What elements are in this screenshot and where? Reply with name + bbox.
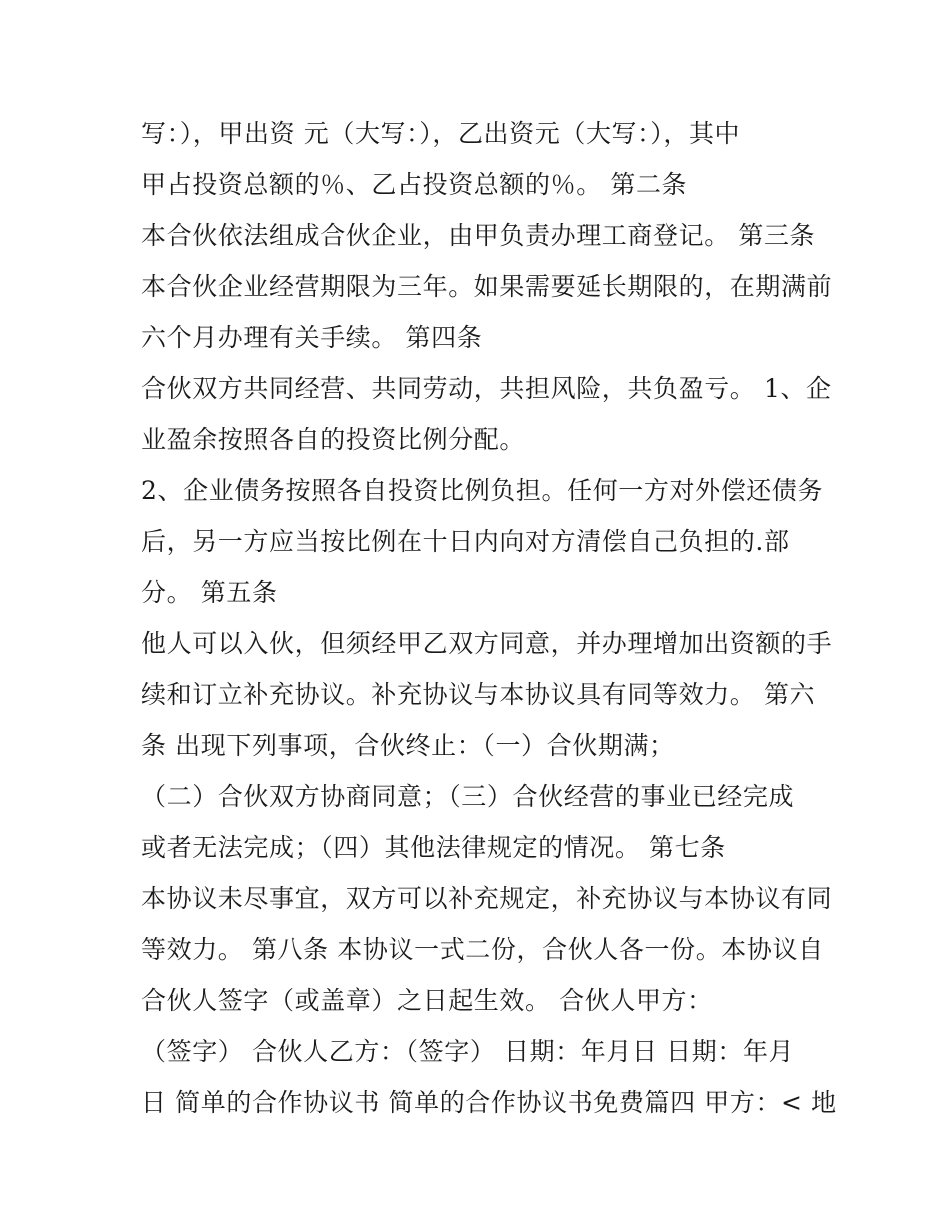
text-line: 他人可以入伙，但须经甲乙双方同意，并办理增加出资额的手 (141, 629, 833, 658)
text-line: 续和订立补充协议。补充协议与本协议具有同等效力。 第六 (141, 680, 816, 709)
text-line: 写：），甲出资 元（大写：），乙出资元（大写：），其中 (141, 119, 741, 148)
text-line: 甲占投资总额的％、乙占投资总额的％。 第二条 (141, 170, 688, 199)
text-line: （签字） 合伙人乙方：（签字） 日期：年月日 日期：年月 (141, 1037, 795, 1066)
text-line: 本合伙依法组成合伙企业，由甲负责办理工商登记。 第三条 (141, 221, 816, 250)
text-line: 后，另一方应当按比例在十日内向对方清偿自己负担的.部 (141, 527, 790, 556)
text-line: 合伙人签字（或盖章）之日起生效。 合伙人甲方： (141, 986, 713, 1015)
text-line: 条 出现下列事项，合伙终止：（一）合伙期满； (141, 731, 675, 760)
text-line: （二）合伙双方协商同意；（三）合伙经营的事业已经完成 (141, 782, 795, 811)
text-line: 分。 第五条 (141, 578, 278, 607)
text-line: 或者无法完成；（四）其他法律规定的情况。 第七条 (141, 833, 726, 862)
text-line: 等效力。 第八条 本协议一式二份，合伙人各一份。本协议自 (141, 935, 824, 964)
text-line: 2、企业债务按照各自投资比例负担。任何一方对外偿还债务 (141, 476, 824, 505)
text-line: 日 简单的合作协议书 简单的合作协议书免费篇四 甲方：< 地 (141, 1088, 837, 1117)
text-line: 业盈余按照各自的投资比例分配。 (141, 425, 526, 454)
text-line: 六个月办理有关手续。 第四条 (141, 323, 483, 352)
document-body (141, 108, 841, 1128)
text-line: 本协议未尽事宜，双方可以补充规定，补充协议与本协议有同 (141, 884, 833, 913)
text-line: 合伙双方共同经营、共同劳动，共担风险，共负盈亏。 1、企 (141, 374, 832, 403)
text-line: 本合伙企业经营期限为三年。如果需要延长期限的，在期满前 (141, 272, 833, 301)
